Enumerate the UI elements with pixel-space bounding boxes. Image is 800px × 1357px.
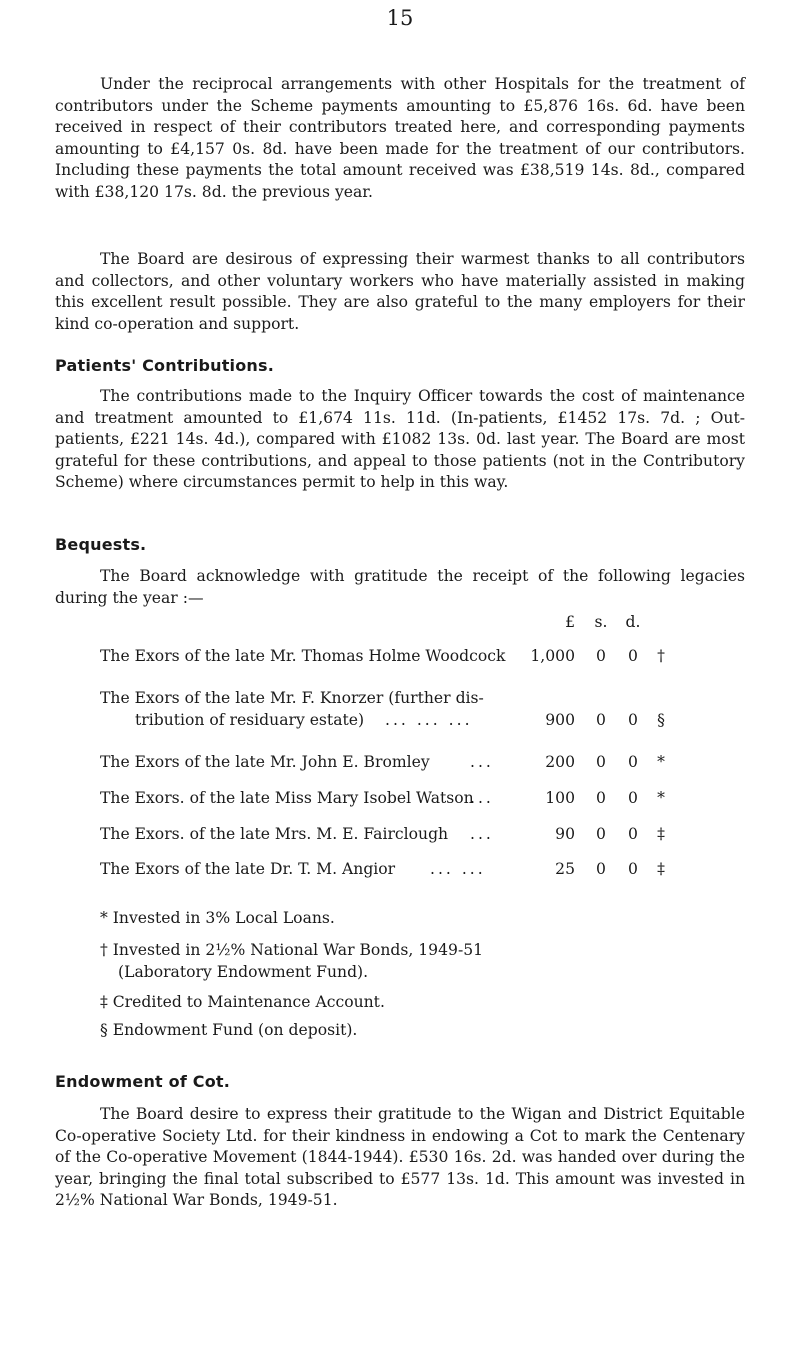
- thanks-paragraph: The Board are desirous of expressing their warmest thanks to all contributors and collectors, and other voluntary workers who have materially assisted in making this excellent result possible. They are also grateful to the many employers for their kind co-operation and support.: [55, 250, 745, 333]
- pounds-header: £: [565, 613, 575, 631]
- bequest-pence: 0: [628, 647, 638, 665]
- bequest-shillings: 0: [596, 753, 606, 771]
- bequest-leader-dots: ...: [470, 753, 494, 771]
- reciprocal-paragraph: Under the reciprocal arrangements with other Hospitals for the treatment of contributors under the Scheme payments amounting to £5,876 16s. 6d. have been received in respect of their contributors treated here, and corresponding payments amounting to £4,157 0s. 8d. have been made for the treatment of our contributors. Including these payments the total amount received was £38,519 14s. 8d., compared with £38,120 17s. 8d. the previous year.: [55, 75, 745, 201]
- footnote-war-bonds: † Invested in 2½% National War Bonds, 1949-51: [100, 941, 484, 959]
- bequest-mark: *: [657, 753, 665, 771]
- bequest-pence: 0: [628, 825, 638, 843]
- bequest-pounds: 100: [545, 789, 575, 807]
- bequest-leader-dots: ... ...: [430, 860, 486, 878]
- bequest-shillings: 0: [596, 825, 606, 843]
- bequest-shillings: 0: [596, 860, 606, 878]
- endowment-heading: Endowment of Cot.: [55, 1072, 231, 1091]
- bequest-mark: ‡: [657, 825, 665, 843]
- bequest-name: The Exors. of the late Miss Mary Isobel Watson: [100, 789, 474, 807]
- bequest-mark: *: [657, 789, 665, 807]
- bequest-pounds: 900: [545, 711, 575, 729]
- bequest-shillings: 0: [596, 789, 606, 807]
- bequest-shillings: 0: [596, 711, 606, 729]
- patients-contributions-paragraph: The contributions made to the Inquiry Officer towards the cost of maintenance and treatment amounted to £1,674 11s. 11d. (In-patients, £1452 17s. 7d. ; Out-patients, £221 14s. 4d.), compared with £1082 13s. 0d. last year. The Board are most grateful for these contributions, and appeal to those patients (not in the Contributory Scheme) where circumstances permit to help in this way.: [55, 387, 745, 492]
- pence-header: d.: [625, 613, 641, 631]
- bequest-name: The Exors. of the late Mrs. M. E. Fairclough: [100, 825, 449, 843]
- bequest-name: The Exors of the late Mr. F. Knorzer (further dis-: [100, 689, 484, 707]
- bequest-leader-dots: ... ... ...: [385, 711, 473, 729]
- footnote-endowment-fund: § Endowment Fund (on deposit).: [100, 1021, 358, 1039]
- bequest-pence: 0: [628, 711, 638, 729]
- bequest-mark: ‡: [657, 860, 665, 878]
- bequest-mark: §: [657, 711, 665, 729]
- footnote-maintenance: ‡ Credited to Maintenance Account.: [100, 993, 385, 1011]
- bequest-name: The Exors of the late Dr. T. M. Angior: [100, 860, 396, 878]
- bequest-name: The Exors of the late Mr. Thomas Holme Woodcock: [100, 647, 506, 665]
- page-number: 15: [386, 6, 414, 30]
- bequest-pence: 0: [628, 789, 638, 807]
- bequest-leader-dots: ...: [470, 825, 494, 843]
- bequests-intro: The Board acknowledge with gratitude the receipt of the following legacies during the year :—: [55, 567, 745, 607]
- bequest-shillings: 0: [596, 647, 606, 665]
- footnote-local-loans: * Invested in 3% Local Loans.: [100, 909, 335, 927]
- bequest-pence: 0: [628, 860, 638, 878]
- bequest-name: The Exors of the late Mr. John E. Bromley: [100, 753, 430, 771]
- bequest-pence: 0: [628, 753, 638, 771]
- patients-contributions-heading: Patients' Contributions.: [55, 356, 275, 375]
- bequest-pounds: 1,000: [530, 647, 575, 665]
- bequest-row: [55, 688, 745, 732]
- bequests-heading: Bequests.: [55, 535, 147, 554]
- endowment-paragraph: The Board desire to express their gratitude to the Wigan and District Equitable Co-operative Society Ltd. for their kindness in endowing a Cot to mark the Centenary of the Co-operative Movement (1844-1944). £530 16s. 2d. was handed over during the year, bringing the final total subscribed to £577 13s. 1d. This amount was invested in 2½% National War Bonds, 1949-51.: [55, 1105, 745, 1210]
- bequest-mark: †: [657, 647, 665, 665]
- bequest-leader-dots: ...: [470, 789, 494, 807]
- bequest-pounds: 200: [545, 753, 575, 771]
- shillings-header: s.: [594, 613, 608, 631]
- footnote-war-bonds-continued: (Laboratory Endowment Fund).: [118, 963, 369, 981]
- bequest-name-continued: tribution of residuary estate): [135, 711, 365, 729]
- bequest-pounds: 90: [555, 825, 575, 843]
- bequest-pounds: 25: [555, 860, 575, 878]
